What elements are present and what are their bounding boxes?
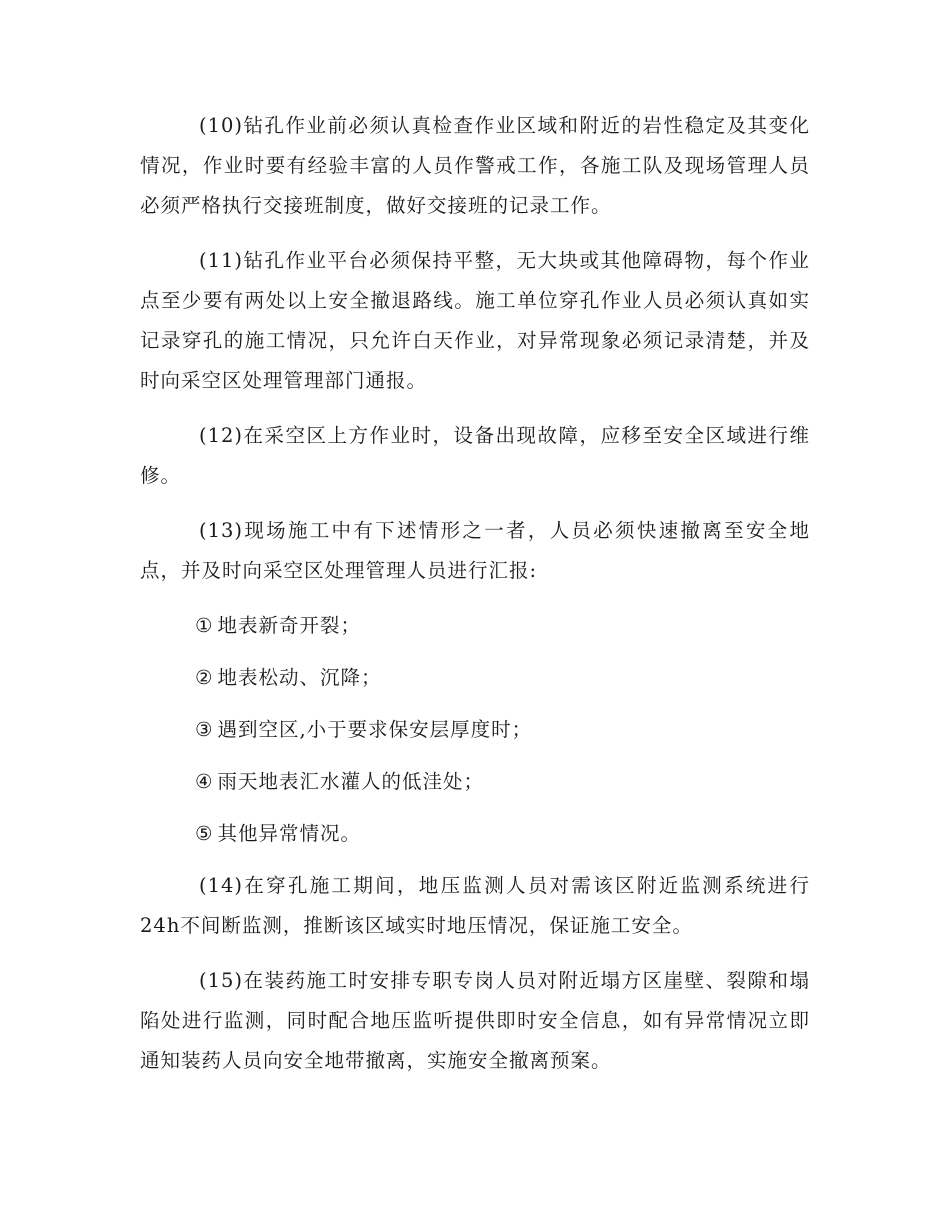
paragraph-text: 在装药施工时安排专职专岗人员对附近塌方区崖壁、裂隙和塌陷处进行监测，同时配合地压监听提供即时安全信息，如有异常情况立即通知装药人员向安全地带撤离，实施安全撤离预案。 bbox=[140, 969, 810, 1072]
paragraph-11 bbox=[140, 241, 810, 401]
list-item-text: 地表新奇开裂； bbox=[217, 614, 361, 637]
paragraph-number: (11) bbox=[199, 249, 244, 272]
paragraph-15 bbox=[140, 961, 810, 1081]
list-marker: ⑤ bbox=[195, 822, 214, 845]
paragraph-number: (15) bbox=[199, 969, 244, 992]
list-marker: ③ bbox=[195, 718, 214, 741]
paragraph-text: 在采空区上方作业时，设备出现故障，应移至安全区域进行维修。 bbox=[140, 424, 810, 487]
paragraph-number: (13) bbox=[199, 519, 244, 542]
list-marker: ② bbox=[195, 666, 214, 689]
paragraph-13 bbox=[140, 511, 810, 591]
list-item bbox=[140, 814, 810, 854]
list-marker: ① bbox=[195, 614, 214, 637]
paragraph-10 bbox=[140, 106, 810, 226]
document-page bbox=[140, 106, 810, 1096]
paragraph-text: 现场施工中有下述情形之一者，人员必须快速撤离至安全地点，并及时向采空区处理管理人员进行汇报: bbox=[140, 519, 810, 582]
paragraph-number: (12) bbox=[199, 424, 244, 447]
list-item-text: 地表松动、沉降； bbox=[217, 666, 382, 689]
list-item-text: 其他异常情况。 bbox=[217, 822, 361, 845]
paragraph-14 bbox=[140, 866, 810, 946]
list-item bbox=[140, 762, 810, 802]
paragraph-text: 钻孔作业平台必须保持平整，无大块或其他障碍物，每个作业点至少要有两处以上安全撤退路线。施工单位穿孔作业人员必须认真如实记录穿孔的施工情况，只允许白天作业，对异常现象必须记录清楚，并及时向采空区处理管理部门通报。 bbox=[140, 249, 810, 392]
list-item-text: 雨天地表汇水灌人的低洼处； bbox=[217, 770, 484, 793]
list-marker: ④ bbox=[195, 770, 214, 793]
paragraph-text: 在穿孔施工期间，地压监测人员对需该区附近监测系统进行24h不间断监测，推断该区域实时地压情况，保证施工安全。 bbox=[140, 874, 810, 937]
list-item bbox=[140, 606, 810, 646]
paragraph-12 bbox=[140, 416, 810, 496]
paragraph-number: (10) bbox=[199, 114, 244, 137]
paragraph-number: (14) bbox=[199, 874, 244, 897]
paragraph-text: 钻孔作业前必须认真检查作业区域和附近的岩性稳定及其变化情况，作业时要有经验丰富的人员作警戒工作，各施工队及现场管理人员必须严格执行交接班制度，做好交接班的记录工作。 bbox=[140, 114, 810, 217]
list-item bbox=[140, 710, 810, 750]
list-item-text: 遇到空区,小于要求保安层厚度时； bbox=[217, 718, 533, 741]
list-item bbox=[140, 658, 810, 698]
